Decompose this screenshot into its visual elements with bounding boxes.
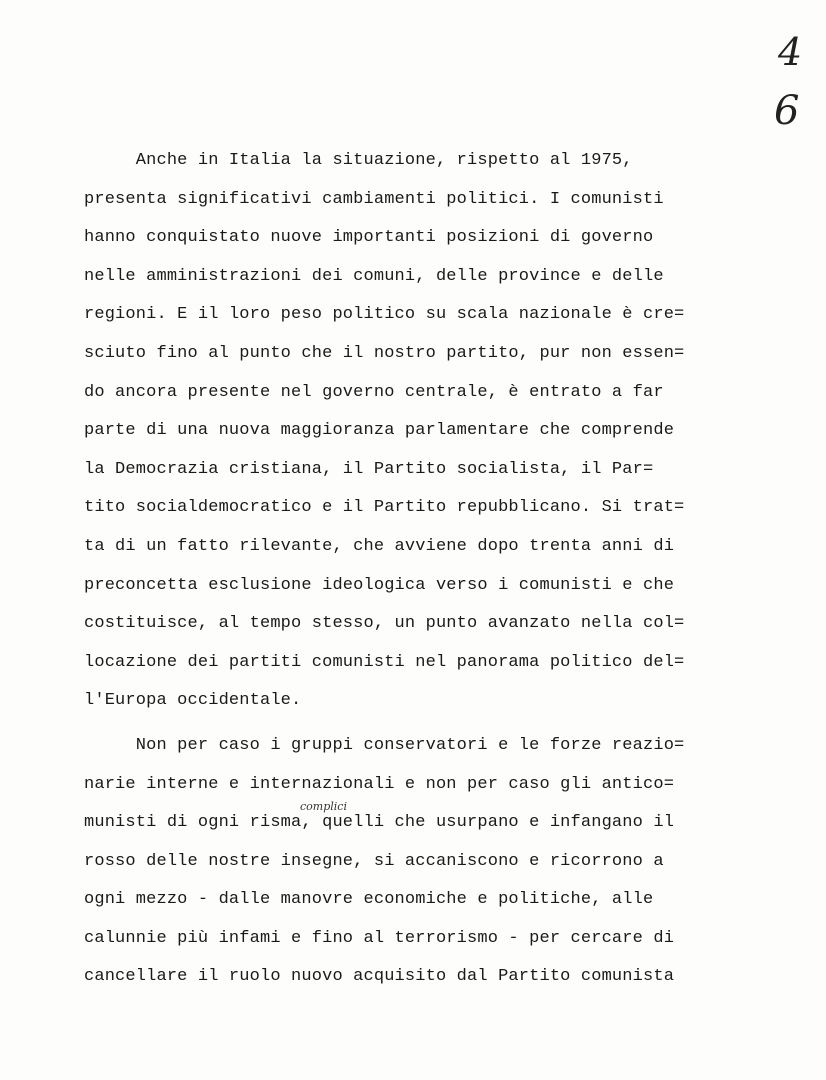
text-line: cancellare il ruolo nuovo acquisito dal Partito comunista [84, 967, 675, 987]
text-line: Non per caso i gruppi conservatori e le forze reazio= [84, 735, 685, 755]
text-line: nelle amministrazioni dei comuni, delle province e delle [84, 266, 664, 286]
text-line: narie interne e internazionali e non per caso gli antico= [84, 774, 675, 794]
text-line: preconcetta esclusione ideologica verso i comunisti e che [84, 575, 675, 595]
text-line: ogni mezzo - dalle manovre economiche e politiche, alle [84, 890, 654, 910]
text-line: ta di un fatto rilevante, che avviene dopo trenta anni di [84, 536, 675, 556]
text-line: regioni. E il loro peso politico su scala nazionale è cre= [84, 305, 685, 325]
page-number-mark-top: 4 [778, 30, 803, 74]
text-line: do ancora presente nel governo centrale, è entrato a far [84, 382, 664, 402]
text-line: locazione dei partiti comunisti nel panorama politico del= [84, 652, 685, 672]
text-line: rosso delle nostre insegne, si accaniscono e ricorrono a [84, 851, 664, 871]
text-line: costituisce, al tempo stesso, un punto avanzato nella col= [84, 614, 685, 634]
text-line: la Democrazia cristiana, il Partito socialista, il Par= [84, 459, 654, 479]
page-number-mark-bottom: 6 [774, 88, 800, 134]
text-line: tito socialdemocratico e il Partito repubblicano. Si trat= [84, 498, 685, 518]
handwritten-annotation: complici [300, 800, 347, 813]
text-line: hanno conquistato nuove importanti posizioni di governo [84, 228, 654, 248]
text-line: munisti di ogni risma, quelli che usurpano e infangano il [84, 813, 675, 833]
text-line: l'Europa occidentale. [84, 691, 302, 711]
text-line: Anche in Italia la situazione, rispetto al 1975, [84, 151, 633, 170]
text-line: sciuto fino al punto che il nostro partito, pur non essen= [84, 343, 685, 363]
typewritten-text [84, 148, 724, 1003]
text-line: parte di una nuova maggioranza parlamentare che comprende [84, 421, 675, 441]
text-line: calunnie più infami e fino al terrorismo - per cercare di [84, 928, 675, 948]
text-line: presenta significativi cambiamenti politici. I comunisti [84, 189, 664, 209]
